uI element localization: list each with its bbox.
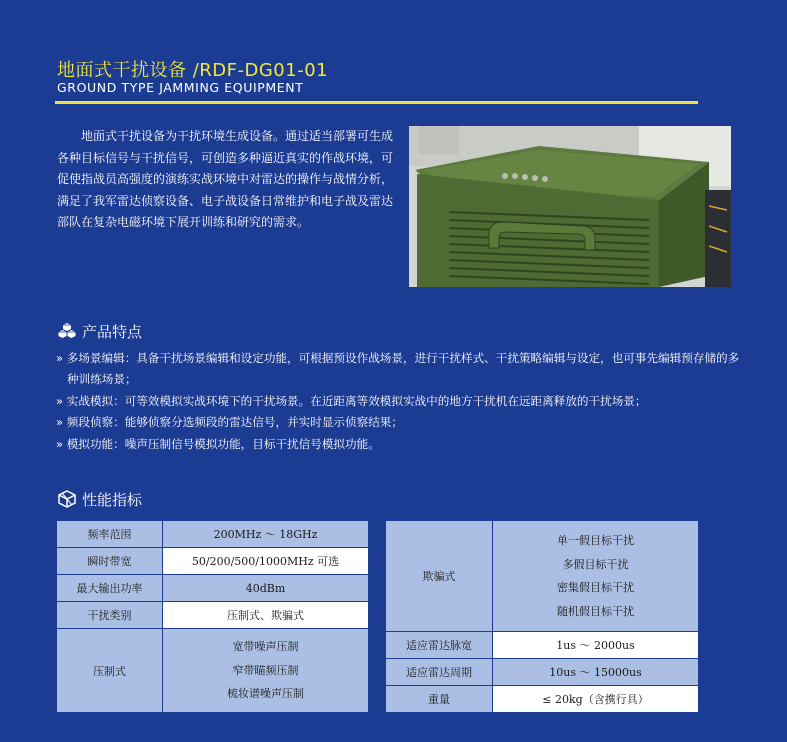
specs-heading bbox=[58, 488, 142, 510]
spec-value: ≤ 20kg（含携行具） bbox=[493, 686, 699, 713]
page-title: 地面式干扰设备 /RDF-DG01-01 bbox=[57, 60, 329, 81]
spec-value: 窄带瞄频压制 bbox=[232, 663, 299, 677]
features-heading bbox=[58, 320, 142, 342]
spec-value: 宽带噪声压制 bbox=[232, 640, 299, 654]
table-row bbox=[57, 521, 369, 548]
cube-outline-icon bbox=[58, 490, 76, 508]
spec-value: 密集假目标干扰 bbox=[557, 581, 634, 594]
spec-value: 压制式、欺骗式 bbox=[163, 602, 369, 629]
table-row bbox=[57, 575, 369, 602]
spec-key: 频率范围 bbox=[57, 521, 163, 548]
feature-item: » 模拟功能：噪声压制信号模拟功能，目标干扰信号模拟功能。 bbox=[56, 436, 380, 451]
spec-value: 梳妆谱噪声压制 bbox=[227, 687, 304, 701]
features-title: 产品特点 bbox=[82, 322, 143, 341]
spec-key: 适应雷达脉宽 bbox=[386, 632, 493, 659]
spec-key: 压制式 bbox=[57, 629, 163, 713]
feature-item: » 频段侦察：能够侦察分选频段的雷达信号，并实时显示侦察结果； bbox=[56, 415, 403, 430]
spec-value-list bbox=[493, 521, 699, 632]
spec-value: 随机假目标干扰 bbox=[557, 604, 634, 618]
specs-title: 性能指标 bbox=[82, 490, 143, 509]
table-row bbox=[386, 521, 699, 632]
spec-value: 50/200/500/1000MHz 可选 bbox=[163, 548, 369, 575]
table-row bbox=[386, 686, 699, 713]
spec-value: 单一假目标干扰 bbox=[557, 534, 634, 547]
spec-key: 欺骗式 bbox=[386, 521, 493, 632]
intro-paragraph: 地面式干扰设备为干扰环境生成设备。通过适当部署可生成各种目标信号与干扰信号，可创造多种逼近真实的作战环境，可促使指战员高强度的演练实战环境中对雷达的操作与战情分析，满足了我军雷达侦察设备、电子战设备日常维护和电子战及雷达部队在复杂电磁环境下展开训练和研究的需求。 bbox=[57, 129, 394, 229]
table-row bbox=[386, 632, 699, 659]
spec-value-list bbox=[163, 629, 369, 713]
spec-value: 200MHz ～ 18GHz bbox=[163, 521, 369, 548]
product-photo bbox=[409, 126, 731, 287]
spec-value: 多假目标干扰 bbox=[562, 557, 629, 571]
spec-value: 10us ～ 15000us bbox=[493, 659, 699, 686]
feature-item: » 多场景编辑：具备干扰场景编辑和设定功能，可根据预设作战场景，进行干扰样式、干扰策略编辑与设定，也可事先编辑预存储的多种训练场景； bbox=[56, 351, 740, 387]
cubes-icon bbox=[58, 322, 76, 340]
spec-key: 干扰类别 bbox=[57, 602, 163, 629]
spec-key: 最大输出功率 bbox=[57, 575, 163, 602]
spec-value: 40dBm bbox=[163, 575, 369, 602]
table-row bbox=[57, 602, 369, 629]
page-subtitle: GROUND TYPE JAMMING EQUIPMENT bbox=[57, 80, 304, 95]
feature-item: » 实战模拟：可等效模拟实战环境下的干扰场景。在近距离等效模拟实战中的地方干扰机在远距离释放的干扰场景； bbox=[56, 393, 647, 408]
spec-key: 瞬时带宽 bbox=[57, 548, 163, 575]
features-list bbox=[56, 348, 746, 455]
table-row bbox=[386, 659, 699, 686]
spec-table-left bbox=[56, 520, 369, 713]
table-row bbox=[57, 548, 369, 575]
title-divider bbox=[55, 101, 698, 104]
spec-table-right bbox=[385, 520, 699, 713]
table-row bbox=[57, 629, 369, 713]
spec-key: 重量 bbox=[386, 686, 493, 713]
spec-key: 适应雷达周期 bbox=[386, 659, 493, 686]
spec-value: 1us ～ 2000us bbox=[493, 632, 699, 659]
